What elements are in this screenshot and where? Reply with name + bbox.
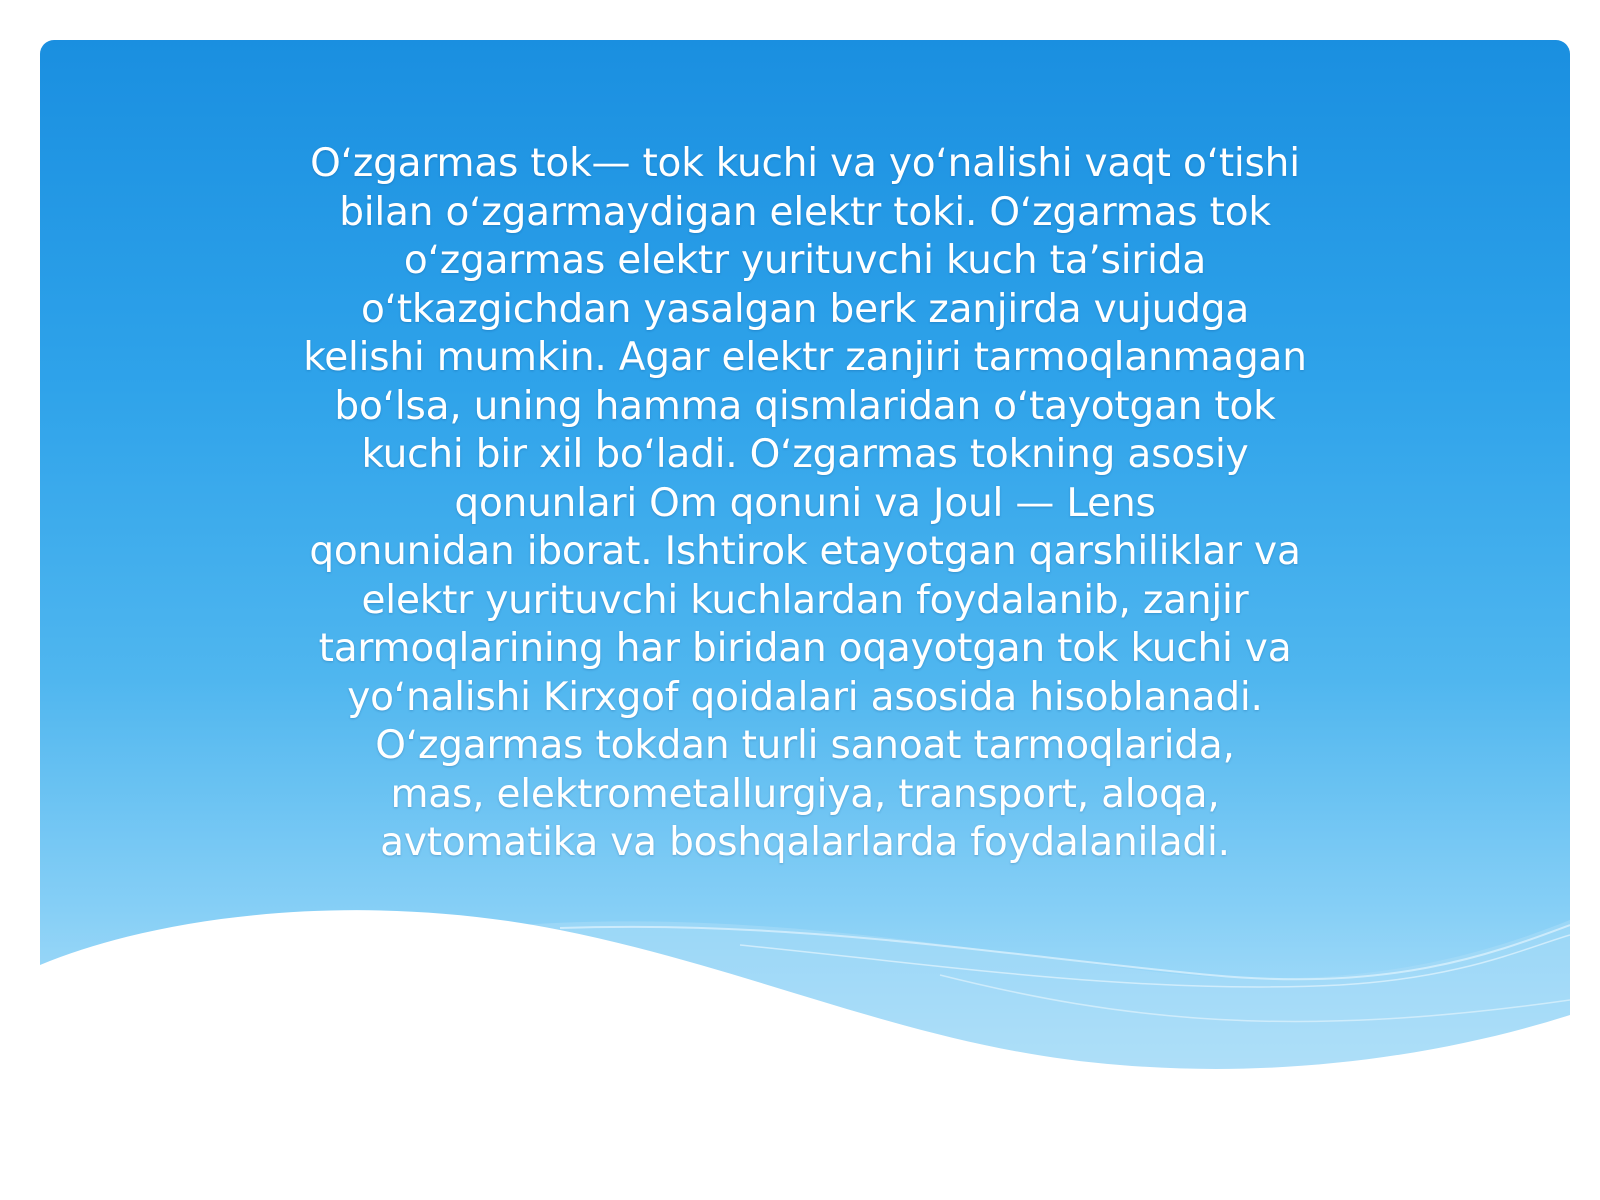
body-line: kuchi bir xil bo‘ladi. O‘zgarmas tokning asosiy — [361, 432, 1249, 477]
body-line: bilan o‘zgarmaydigan elektr toki. O‘zgarmas tok — [339, 189, 1271, 235]
body-line: bo‘lsa, uning hamma qismlaridan o‘tayotgan tok — [334, 383, 1276, 429]
body-line: elektr yurituvchi kuchlardan foydalanib, zanjir — [361, 577, 1249, 623]
body-line: O‘zgarmas tokdan turli sanoat tarmoqlarida, — [375, 723, 1235, 768]
body-line: O‘zgarmas tok— tok kuchi va yo‘nalishi vaqt o‘tishi — [310, 141, 1300, 186]
body-line: kelishi mumkin. Agar elektr zanjiri tarmoqlanmagan — [303, 335, 1307, 380]
slide — [40, 40, 1570, 1200]
body-line: yo‘nalishi Kirxgof qoidalari asosida hisoblanadi. — [347, 674, 1263, 720]
body-line: qonunlari Om qonuni va Joul — Lens — [454, 480, 1156, 526]
body-line: tarmoqlarining har biridan oqayotgan tok kuchi va — [318, 626, 1292, 671]
body-text — [250, 140, 1360, 868]
body-line: qonunidan iborat. Ishtirok etayotgan qarshiliklar va — [309, 529, 1301, 574]
body-line: o‘tkazgichdan yasalgan berk zanjirda vujudga — [360, 286, 1250, 332]
body-line: mas, elektrometallurgiya, transport, aloqa, — [390, 771, 1220, 817]
body-line: avtomatika va boshqalarlarda foydalaniladi. — [380, 820, 1230, 865]
body-line: o‘zgarmas elektr yurituvchi kuch ta’sirida — [403, 238, 1207, 283]
